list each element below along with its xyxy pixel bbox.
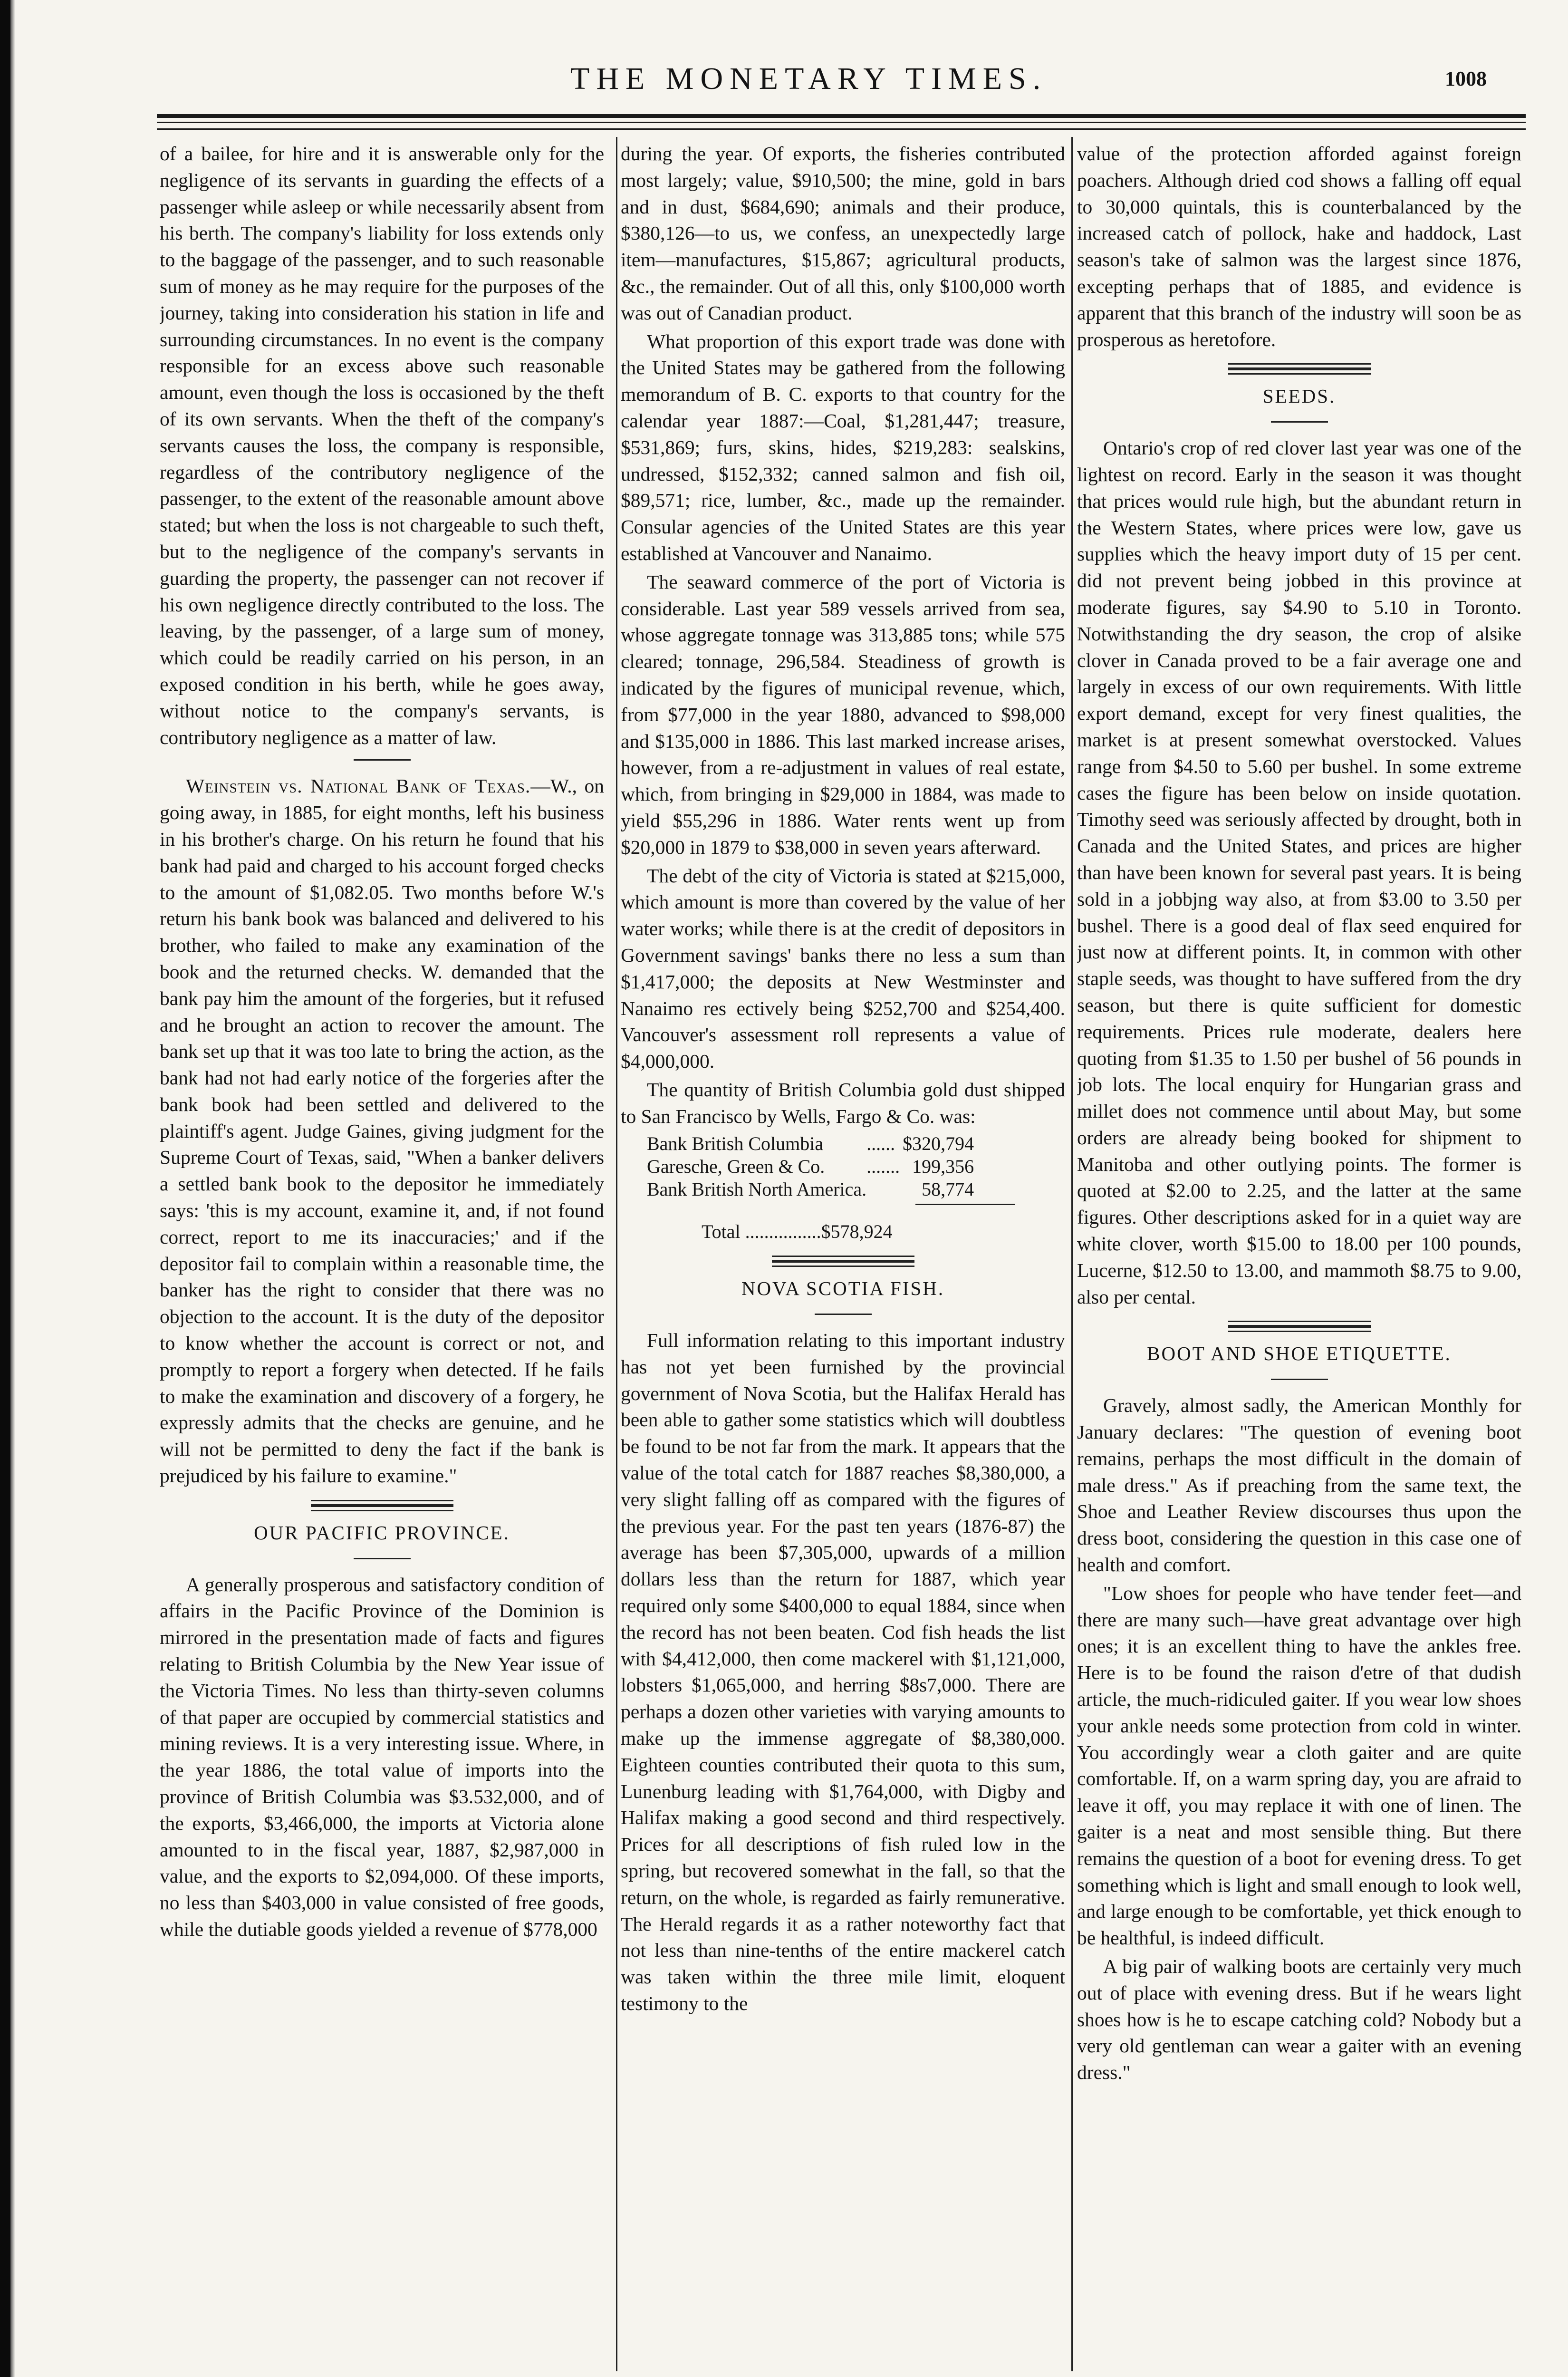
heading-rule xyxy=(311,1500,453,1511)
column-3 xyxy=(1077,141,1521,2370)
paragraph: The quantity of British Columbia gold dust shipped to San Francisco by Wells, Fargo & Co. was: xyxy=(621,1078,1065,1127)
paragraph: "Low shoes for people who have tender feet—and there are many such—have great advantage over high ones; it is an excellent thing to have the ankles free. Here is to be found the raison d'etre of that dudish article, the much-ridiculed gaiter. If you wear low shoes your ankle needs some protection from cold in winter. You accordingly wear a cloth gaiter and are quite comfortable. If, on a warm spring day, you are afraid to leave it off, you may replace it with one of linen. The gaiter is a neat and most sensible thing. But there remains the question of a boot for evening dress. To get something which is light and small enough to look well, and large enough to be comfortable, yet thick enough to be healthful, is indeed difficult. xyxy=(1077,1582,1521,1949)
paragraph: of a bailee, for hire and it is answerable only for the negligence of its servants in guarding the effects of a passenger while asleep or while necessarily absent from his berth. The company's liability for loss extends only to the baggage of the passenger, and to such reasonable sum of money as he may require for the purposes of the journey, taking into consideration his station in life and surrounding circumstances. In no event is the company responsible for an excess above such reasonable amount, even though the loss is occasioned by the theft of its own servants. When the theft of the company's servants causes the loss, the company is responsible, regardless of the contributory negligence of the passenger, to the extent of the reasonable amount above stated; but when the loss is not chargeable to such theft, but to the negligence of the company's servants in guarding the property, the passenger can not recover if his own negligence directly contributed to the loss. The leaving, by the passenger, of a large sum of money, which could be readily carried on his person, in an exposed condition in his berth, while he goes away, without notice to the company's servants, is contributory negligence as a matter of law. xyxy=(160,143,604,748)
column-1 xyxy=(160,141,604,2370)
paragraph-text: —W., on going away, in 1885, for eight months, left his business in his brother's charge. On his return he found that his bank had paid and charged to his account forged checks to the amount of $1,082.05. Two months before W.'s return his bank book was balanced and delivered to his brother, who failed to make any examination of the book and the returned checks. W. demanded that the bank pay him the amount of the forgeries, but it refused and he brought an action to recover the amount. The bank set up that it was too late to bring the action, as the bank had not had early notice of the forgeries after the bank book had been settled and delivered to the plaintiff's agent. Judge Gaines, giving judgment for the Supreme Court of Texas, said, "When a banker delivers a settled bank book to the depositor he immediately says: 'this is my account, examine it, and, if not found correct, report to me its inaccuracies;' and if the depositor fail to complain within a reasonable time, the banker has the right to consider that there was no objection to the account. It is the duty of the depositor to know whether the account is correct or not, and promptly to report a forgery when detected. If he fails to make the examination and discovery of a forgery, he expressly admits that the checks are genuine, and he will not be permitted to deny the fact if the bank is prejudiced by his failure to examine." xyxy=(160,775,604,1487)
paragraph: Ontario's crop of red clover last year was one of the lightest on record. Early in the season it was thought that prices would rule high, but the abundant return in the Western States, where prices were low, gave us supplies which the heavy import duty of 15 per cent. did not prevent being jobbed in this province at moderate figures, say $4.90 to 5.10 in Toronto. Notwithstanding the dry season, the crop of alsike clover in Canada proved to be a fair average one and largely in excess of our own requirements. With little export demand, except for very finest qualities, the market is at present somewhat overstocked. Values range from $4.50 to 5.60 per bushel. In some extreme cases the figure has been below on inside quotation. Timothy seed was seriously affected by drought, both in Canada and the United States, and prices are higher than have been known for several past years. It is being sold in a jobbjng way also, at from $3.00 to 3.50 per bushel. There is a good deal of flax seed enquired for just now at different points. It, in common with other staple seeds, was thought to have suffered from the dry season, but there is quite sufficient for domestic requirements. Prices rule moderate, dealers here quoting from $1.35 to 1.50 per bushel of 56 pounds in job lots. The local enquiry for Hungarian grass and millet does not commence until about May, but some orders are already being booked for shipment to Manitoba and other outlying points. The former is quoted at $2.00 to 2.25, and the latter at the same figures. Other descriptions asked for in a quiet way are white clover, worth $15.00 to 18.00 per 100 pounds, Lucerne, $12.50 to 13.00, and mammoth $8.75 to 9.00, also per cental. xyxy=(1077,437,1521,1308)
section-heading: SEEDS. xyxy=(1262,385,1336,407)
binding-shadow xyxy=(10,0,15,2377)
paragraph xyxy=(160,773,604,1489)
section-heading: BOOT AND SHOE ETIQUETTE. xyxy=(1147,1343,1452,1365)
section-rule xyxy=(354,1558,411,1559)
header-rule-thin-2 xyxy=(157,128,1526,130)
table-row xyxy=(647,1155,974,1178)
paragraph: A big pair of walking boots are certainly very much out of place with evening dress. But if he wears light shoes how is he to escape catching cold? Nobody but a very old gentleman can wear a gaiter with an evening dress." xyxy=(1077,1955,1521,2084)
section-rule xyxy=(354,759,411,761)
total-label: Total xyxy=(702,1221,741,1243)
section-heading: OUR PACIFIC PROVINCE. xyxy=(254,1521,510,1544)
heading-rule xyxy=(1228,363,1371,375)
column-2 xyxy=(621,141,1065,2370)
page-number: 1008 xyxy=(1445,67,1487,90)
column-divider xyxy=(616,137,617,2371)
case-name: Weinstein vs. National Bank of Texas. xyxy=(186,775,531,797)
masthead-title: THE MONETARY TIMES. xyxy=(570,61,1048,96)
header-rule-thin xyxy=(157,122,1526,123)
page-binding-edge xyxy=(0,0,10,2377)
paragraph: Gravely, almost sadly, the American Monthly for January declares: "The question of evening boot remains, perhaps the most difficult in the domain of male dress." As if preaching from the same text, the Shoe and Leather Review discourses thus upon the dress boot, considering the question in this case one of health and comfort. xyxy=(1077,1394,1521,1576)
table-cell-amount: 58,774 xyxy=(922,1179,974,1200)
header-rule-thick xyxy=(157,114,1526,118)
total-rule xyxy=(915,1204,1015,1205)
table-row xyxy=(647,1132,974,1155)
paragraph: value of the protection afforded against foreign poachers. Although dried cod shows a falling off equal to 30,000 quintals, this is counterbalanced by the increased catch of pollock, hake and haddock, Last season's take of salmon was the largest since 1876, excepting perhaps that of 1885, and evidence is apparent that this branch of the industry will soon be as prosperous as heretofore. xyxy=(1077,143,1521,350)
paragraph: during the year. Of exports, the fisheries contributed most largely; value, $910,500; the mine, gold in bars and in dust, $684,690; animals and their produce, $380,126—to us, we confess, an unexpectedly large item—manufactures, $15,867; agricultural products, &c., the remainder. Out of all this, only $100,000 worth was out of Canadian product. xyxy=(621,143,1065,324)
section-rule xyxy=(1271,421,1328,423)
gold-shipments-table xyxy=(647,1132,974,1201)
paragraph: A generally prosperous and satisfactory condition of affairs in the Pacific Province of the Dominion is mirrored in the presentation made of facts and figures relating to British Columbia by the New Year issue of the Victoria Times. No less than thirty-seven columns of that paper are occupied by commercial statistics and mining reviews. It is a very interesting issue. Where, in the year 1886, the total value of imports into the province of British Columbia was $3.532,000, and of the exports, $3,466,000, the imports at Victoria alone amounted to in the fiscal year, 1887, $2,987,000 in value, and the exports to $2,094,000. Of these imports, no less than $403,000 in value consisted of free goods, while the dutiable goods yielded a revenue of $778,000 xyxy=(160,1573,604,1940)
total-dots: ................ xyxy=(745,1221,821,1243)
paragraph: What proportion of this export trade was done with the United States may be gathered from the following memorandum of B. C. exports to that country for the calendar year 1887:—Coal, $1,281,447; treasure, $531,869; furs, skins, hides, $219,283: sealskins, undressed, $152,332; canned salmon and fish oil, $89,571; rice, lumber, &c., made up the remainder. Consular agencies of the United States are this year established at Vancouver and Nanaimo. xyxy=(621,330,1065,564)
table-cell-amount: $320,794 xyxy=(903,1133,974,1155)
table-row xyxy=(647,1178,974,1201)
paragraph: The debt of the city of Victoria is stated at $215,000, which amount is more than covered by the value of her water works; while there is at the credit of depositors in Government savings' banks there no less a sum than $1,417,000; the deposits at New Westminster and Nanaimo res ectively being $252,700 and $254,400. Vancouver's assessment roll represents a value of $4,000,000. xyxy=(621,864,1065,1073)
table-cell-dots: ...... xyxy=(866,1133,895,1155)
section-heading: NOVA SCOTIA FISH. xyxy=(741,1277,945,1300)
paragraph: Full information relating to this important industry has not yet been furnished by the provincial government of Nova Scotia, but the Halifax Herald has been able to gather some statistics which will doubtless be found to be not far from the mark. It appears that the value of the total catch for 1887 reaches $8,380,000, a very slight falling off as compared with the figures of the previous year. For the past ten years (1876-87) the average has been $7,305,000, upwards of a million dollars less than the return for 1887, which year required only some $400,000 to equal 1884, since when the record has not been beaten. Cod fish heads the list with $4,412,000, then come mackerel with $1,121,000, lobsters $1,065,000, and herring $8s7,000. There are perhaps a dozen other varieties with varying amounts to make up the immense aggregate of $8,380,000. Eighteen counties contributed their quota to this sum, Lunenburg leading with $1,764,000, with Digby and Halifax making a good second and third respectively. Prices for all descriptions of fish ruled low in the spring, but recovered somewhat in the fall, so that the return, on the whole, is regarded as fairly remunerative. The Herald regards it as a rather noteworthy fact that not less than nine-tenths of the entire mackerel catch was taken within the three mile limit, eloquent testimony to the xyxy=(621,1329,1065,2014)
total-amount: $578,924 xyxy=(821,1221,893,1243)
table-cell-dots: ....... xyxy=(866,1156,900,1178)
table-cell-name: Bank British North America. xyxy=(647,1179,867,1200)
table-cell-name: Garesche, Green & Co. xyxy=(647,1156,825,1178)
column-divider xyxy=(1071,137,1073,2371)
table-cell-dots xyxy=(866,1178,900,1201)
table-cell-name: Bank British Columbia xyxy=(647,1133,824,1155)
table-cell-amount: 199,356 xyxy=(912,1156,974,1178)
section-rule xyxy=(1271,1379,1328,1380)
heading-rule xyxy=(772,1256,914,1267)
paragraph: The seaward commerce of the port of Victoria is considerable. Last year 589 vessels arrived from sea, whose aggregate tonnage was 313,885 tons; while 575 cleared; tonnage, 296,584. Steadiness of growth is indicated by the figures of municipal revenue, which, from $77,000 in the year 1880, advanced to $98,000 and $135,000 in 1886. This last marked increase arises, however, from a re-adjustment in values of real estate, which, from bringing in $29,000 in 1884, was made to yield $55,296 in 1886. Water rents went up from $20,000 in 1879 to $38,000 in seven years afterward. xyxy=(621,570,1065,858)
section-rule xyxy=(815,1314,872,1315)
total-line xyxy=(702,1218,1065,1245)
heading-rule xyxy=(1228,1321,1371,1332)
